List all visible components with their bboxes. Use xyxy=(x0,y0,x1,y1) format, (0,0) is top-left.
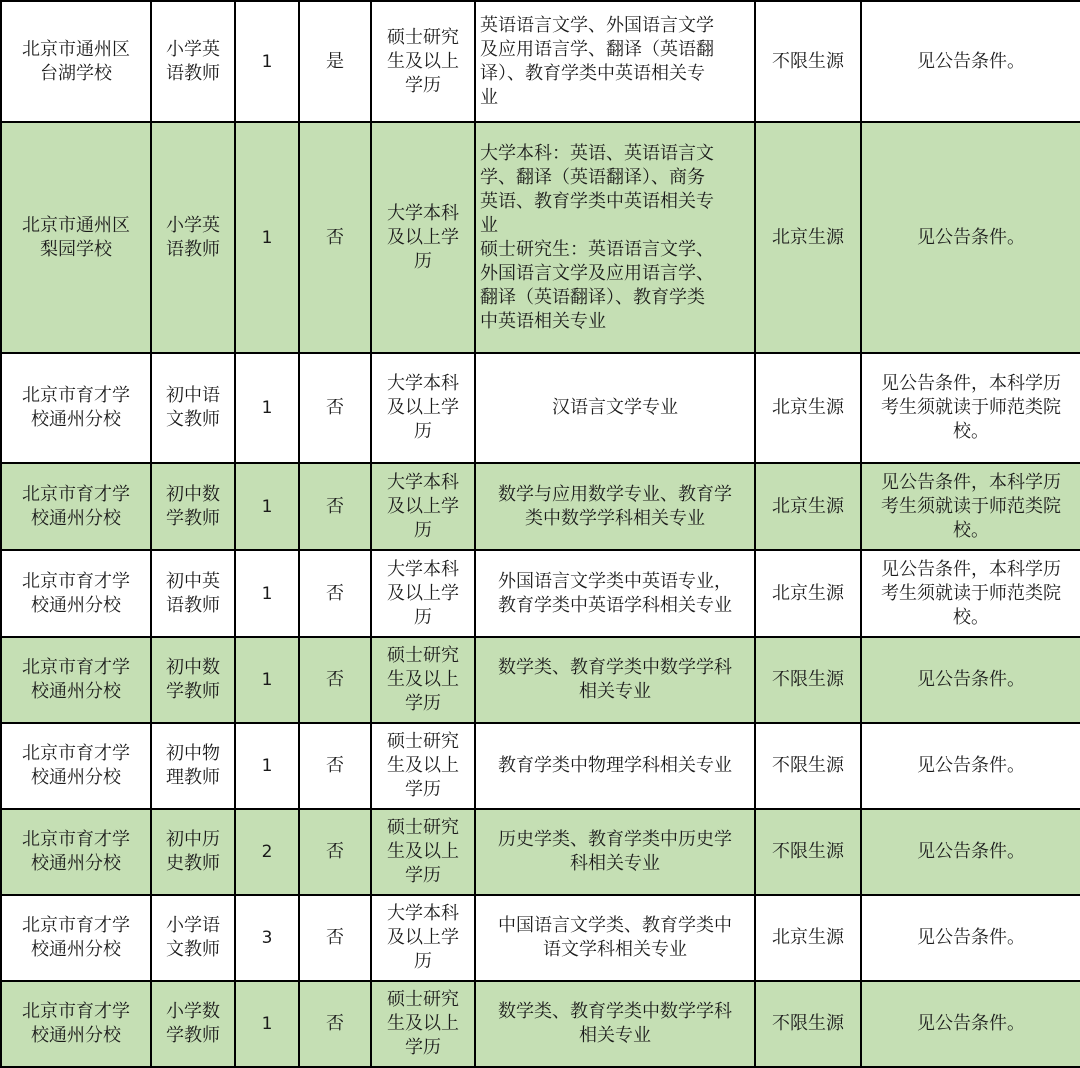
major-cell-line: 英语语言文学、外国语言文学 xyxy=(480,14,714,36)
origin-cell: 北京生源 xyxy=(755,895,861,981)
flag-cell: 否 xyxy=(299,637,371,723)
position-cell xyxy=(151,1,235,122)
position-cell xyxy=(151,353,235,463)
education-cell-line: 学历 xyxy=(405,692,441,714)
education-cell-line: 大学本科 xyxy=(387,373,459,395)
school-cell xyxy=(1,463,151,550)
table-row xyxy=(1,809,1080,895)
table-body xyxy=(1,1,1080,1067)
education-cell-line: 硕士研究 xyxy=(387,26,459,48)
education-cell xyxy=(371,895,475,981)
education-cell-line: 历 xyxy=(414,606,432,628)
count-cell: 1 xyxy=(235,122,299,353)
education-cell xyxy=(371,353,475,463)
education-cell xyxy=(371,1,475,122)
flag-cell: 否 xyxy=(299,723,371,809)
table-row xyxy=(1,463,1080,550)
education-cell-line: 及以上学 xyxy=(387,495,459,517)
school-cell-line: 北京市育才学 xyxy=(22,570,130,592)
note-cell-line: 校。 xyxy=(953,606,989,628)
education-cell-line: 学历 xyxy=(405,74,441,96)
education-cell xyxy=(371,637,475,723)
school-cell xyxy=(1,637,151,723)
major-cell-line: 大学本科：英语、英语语言文 xyxy=(480,142,714,164)
position-cell xyxy=(151,895,235,981)
education-cell xyxy=(371,809,475,895)
note-cell xyxy=(861,981,1080,1067)
position-cell-line: 文教师 xyxy=(166,938,220,960)
major-cell-line: 外国语言文学及应用语言学、 xyxy=(480,262,714,284)
major-cell-line: 类中数学学科相关专业 xyxy=(525,507,705,529)
major-cell-line: 数学类、教育学类中数学学科 xyxy=(498,1000,732,1022)
school-cell xyxy=(1,122,151,353)
school-cell xyxy=(1,895,151,981)
school-cell-line: 北京市育才学 xyxy=(22,385,130,407)
school-cell-line: 北京市育才学 xyxy=(22,828,130,850)
count-cell: 1 xyxy=(235,353,299,463)
note-cell xyxy=(861,463,1080,550)
flag-cell: 否 xyxy=(299,463,371,550)
major-cell-line: 数学类、教育学类中数学学科 xyxy=(498,656,732,678)
school-cell xyxy=(1,809,151,895)
school-cell-line: 校通州分校 xyxy=(31,507,121,529)
major-cell-line: 中国语言文学类、教育学类中 xyxy=(498,914,732,936)
note-cell-line: 见公告条件。 xyxy=(917,1012,1025,1034)
major-cell xyxy=(475,1,755,122)
count-cell: 1 xyxy=(235,981,299,1067)
school-cell-line: 校通州分校 xyxy=(31,766,121,788)
major-cell-line: 译）、教育学类中英语相关专 xyxy=(480,62,705,84)
note-cell xyxy=(861,895,1080,981)
major-cell-line: 相关专业 xyxy=(579,680,651,702)
school-cell xyxy=(1,1,151,122)
education-cell-line: 及以上学 xyxy=(387,226,459,248)
table-row xyxy=(1,637,1080,723)
school-cell-line: 校通州分校 xyxy=(31,938,121,960)
position-cell xyxy=(151,463,235,550)
education-cell-line: 历 xyxy=(414,950,432,972)
school-cell-line: 北京市育才学 xyxy=(22,1000,130,1022)
note-cell-line: 见公告条件。 xyxy=(917,226,1025,248)
position-cell-line: 语教师 xyxy=(166,594,220,616)
major-cell-line: 语文学科相关专业 xyxy=(543,938,687,960)
origin-cell: 北京生源 xyxy=(755,353,861,463)
note-cell-line: 考生须就读于师范类院 xyxy=(881,582,1061,604)
major-cell-line: 及应用语言学、翻译（英语翻 xyxy=(480,38,714,60)
table-row xyxy=(1,723,1080,809)
table-row xyxy=(1,353,1080,463)
education-cell xyxy=(371,723,475,809)
flag-cell: 否 xyxy=(299,122,371,353)
position-cell-line: 初中数 xyxy=(166,483,220,505)
school-cell-line: 校通州分校 xyxy=(31,409,121,431)
table-row xyxy=(1,895,1080,981)
education-cell-line: 及以上学 xyxy=(387,926,459,948)
note-cell xyxy=(861,1,1080,122)
position-cell xyxy=(151,550,235,636)
position-cell-line: 语教师 xyxy=(166,238,220,260)
major-cell xyxy=(475,463,755,550)
major-cell-line: 业 xyxy=(480,214,498,236)
major-cell-line: 学、翻译（英语翻译）、商务 xyxy=(480,166,705,188)
major-cell xyxy=(475,637,755,723)
education-cell-line: 学历 xyxy=(405,778,441,800)
note-cell-line: 校。 xyxy=(953,519,989,541)
education-cell-line: 硕士研究 xyxy=(387,730,459,752)
major-cell-line: 硕士研究生：英语语言文学、 xyxy=(480,238,714,260)
education-cell xyxy=(371,463,475,550)
education-cell-line: 大学本科 xyxy=(387,471,459,493)
education-cell-line: 学历 xyxy=(405,864,441,886)
major-cell-line: 翻译（英语翻译）、教育学类 xyxy=(480,286,705,308)
origin-cell: 不限生源 xyxy=(755,981,861,1067)
origin-cell: 北京生源 xyxy=(755,122,861,353)
position-cell-line: 小学英 xyxy=(166,38,220,60)
school-cell-line: 北京市育才学 xyxy=(22,742,130,764)
education-cell-line: 生及以上 xyxy=(387,840,459,862)
note-cell-line: 见公告条件。 xyxy=(917,668,1025,690)
origin-cell: 北京生源 xyxy=(755,550,861,636)
note-cell xyxy=(861,122,1080,353)
education-cell-line: 大学本科 xyxy=(387,902,459,924)
position-cell-line: 初中语 xyxy=(166,385,220,407)
major-cell-line: 业 xyxy=(480,86,498,108)
note-cell-line: 见公告条件。 xyxy=(917,840,1025,862)
position-cell-line: 初中历 xyxy=(166,828,220,850)
position-cell xyxy=(151,637,235,723)
education-cell-line: 硕士研究 xyxy=(387,816,459,838)
school-cell xyxy=(1,981,151,1067)
education-cell xyxy=(371,981,475,1067)
major-cell xyxy=(475,895,755,981)
flag-cell: 否 xyxy=(299,550,371,636)
major-cell-line: 汉语言文学专业 xyxy=(552,397,678,419)
position-cell-line: 学教师 xyxy=(166,507,220,529)
major-cell xyxy=(475,723,755,809)
position-cell-line: 小学数 xyxy=(166,1000,220,1022)
education-cell-line: 及以上学 xyxy=(387,582,459,604)
school-cell-line: 校通州分校 xyxy=(31,852,121,874)
count-cell: 1 xyxy=(235,550,299,636)
major-cell xyxy=(475,981,755,1067)
note-cell xyxy=(861,723,1080,809)
count-cell: 1 xyxy=(235,1,299,122)
major-cell-line: 数学与应用数学专业、教育学 xyxy=(498,483,732,505)
table-row xyxy=(1,122,1080,353)
position-cell xyxy=(151,723,235,809)
position-cell-line: 初中英 xyxy=(166,570,220,592)
school-cell-line: 梨园学校 xyxy=(40,238,112,260)
education-cell-line: 大学本科 xyxy=(387,558,459,580)
major-cell xyxy=(475,122,755,353)
note-cell-line: 见公告条件。 xyxy=(917,50,1025,72)
education-cell xyxy=(371,550,475,636)
position-cell-line: 理教师 xyxy=(166,766,220,788)
school-cell-line: 北京市育才学 xyxy=(22,914,130,936)
major-cell-line: 教育学类中英语学科相关专业 xyxy=(498,594,732,616)
education-cell-line: 生及以上 xyxy=(387,1012,459,1034)
origin-cell: 不限生源 xyxy=(755,809,861,895)
position-cell-line: 初中数 xyxy=(166,656,220,678)
major-cell-line: 历史学类、教育学类中历史学 xyxy=(498,828,732,850)
school-cell-line: 校通州分校 xyxy=(31,594,121,616)
school-cell-line: 北京市育才学 xyxy=(22,656,130,678)
note-cell-line: 见公告条件，本科学历 xyxy=(881,471,1061,493)
position-cell xyxy=(151,981,235,1067)
note-cell-line: 见公告条件。 xyxy=(917,754,1025,776)
position-cell-line: 小学语 xyxy=(166,914,220,936)
note-cell xyxy=(861,637,1080,723)
position-cell-line: 语教师 xyxy=(166,62,220,84)
school-cell-line: 校通州分校 xyxy=(31,1024,121,1046)
position-cell-line: 学教师 xyxy=(166,680,220,702)
flag-cell: 否 xyxy=(299,895,371,981)
education-cell-line: 历 xyxy=(414,421,432,443)
major-cell-line: 教育学类中物理学科相关专业 xyxy=(498,754,732,776)
note-cell-line: 考生须就读于师范类院 xyxy=(881,397,1061,419)
note-cell xyxy=(861,550,1080,636)
note-cell-line: 考生须就读于师范类院 xyxy=(881,495,1061,517)
education-cell-line: 及以上学 xyxy=(387,397,459,419)
position-cell xyxy=(151,809,235,895)
origin-cell: 不限生源 xyxy=(755,637,861,723)
school-cell-line: 台湖学校 xyxy=(40,62,112,84)
origin-cell: 不限生源 xyxy=(755,1,861,122)
school-cell-line: 北京市育才学 xyxy=(22,483,130,505)
table-row xyxy=(1,1,1080,122)
table-row xyxy=(1,981,1080,1067)
count-cell: 2 xyxy=(235,809,299,895)
flag-cell: 否 xyxy=(299,353,371,463)
major-cell-line: 外国语言文学类中英语专业， xyxy=(498,570,732,592)
origin-cell: 北京生源 xyxy=(755,463,861,550)
count-cell: 3 xyxy=(235,895,299,981)
note-cell-line: 见公告条件，本科学历 xyxy=(881,373,1061,395)
education-cell-line: 历 xyxy=(414,519,432,541)
major-cell xyxy=(475,809,755,895)
education-cell-line: 学历 xyxy=(405,1036,441,1058)
education-cell-line: 大学本科 xyxy=(387,202,459,224)
position-cell-line: 史教师 xyxy=(166,852,220,874)
education-cell-line: 生及以上 xyxy=(387,754,459,776)
note-cell-line: 校。 xyxy=(953,421,989,443)
major-cell-line: 科相关专业 xyxy=(570,852,660,874)
count-cell: 1 xyxy=(235,723,299,809)
major-cell-line: 中英语相关专业 xyxy=(480,310,606,332)
note-cell xyxy=(861,353,1080,463)
note-cell-line: 见公告条件，本科学历 xyxy=(881,558,1061,580)
major-cell xyxy=(475,353,755,463)
school-cell xyxy=(1,353,151,463)
table-row xyxy=(1,550,1080,636)
school-cell xyxy=(1,550,151,636)
count-cell: 1 xyxy=(235,463,299,550)
position-cell-line: 初中物 xyxy=(166,742,220,764)
education-cell-line: 硕士研究 xyxy=(387,988,459,1010)
flag-cell: 是 xyxy=(299,1,371,122)
position-cell-line: 文教师 xyxy=(166,409,220,431)
major-cell-line: 相关专业 xyxy=(579,1024,651,1046)
flag-cell: 否 xyxy=(299,981,371,1067)
major-cell-line: 英语、教育学类中英语相关专 xyxy=(480,190,714,212)
education-cell xyxy=(371,122,475,353)
count-cell: 1 xyxy=(235,637,299,723)
origin-cell: 不限生源 xyxy=(755,723,861,809)
school-cell-line: 北京市通州区 xyxy=(22,214,130,236)
position-cell-line: 小学英 xyxy=(166,214,220,236)
flag-cell: 否 xyxy=(299,809,371,895)
position-cell xyxy=(151,122,235,353)
note-cell-line: 见公告条件。 xyxy=(917,926,1025,948)
note-cell xyxy=(861,809,1080,895)
school-cell-line: 校通州分校 xyxy=(31,680,121,702)
school-cell-line: 北京市通州区 xyxy=(22,38,130,60)
education-cell-line: 生及以上 xyxy=(387,668,459,690)
school-cell xyxy=(1,723,151,809)
education-cell-line: 生及以上 xyxy=(387,50,459,72)
position-cell-line: 学教师 xyxy=(166,1024,220,1046)
education-cell-line: 历 xyxy=(414,250,432,272)
education-cell-line: 硕士研究 xyxy=(387,644,459,666)
major-cell xyxy=(475,550,755,636)
